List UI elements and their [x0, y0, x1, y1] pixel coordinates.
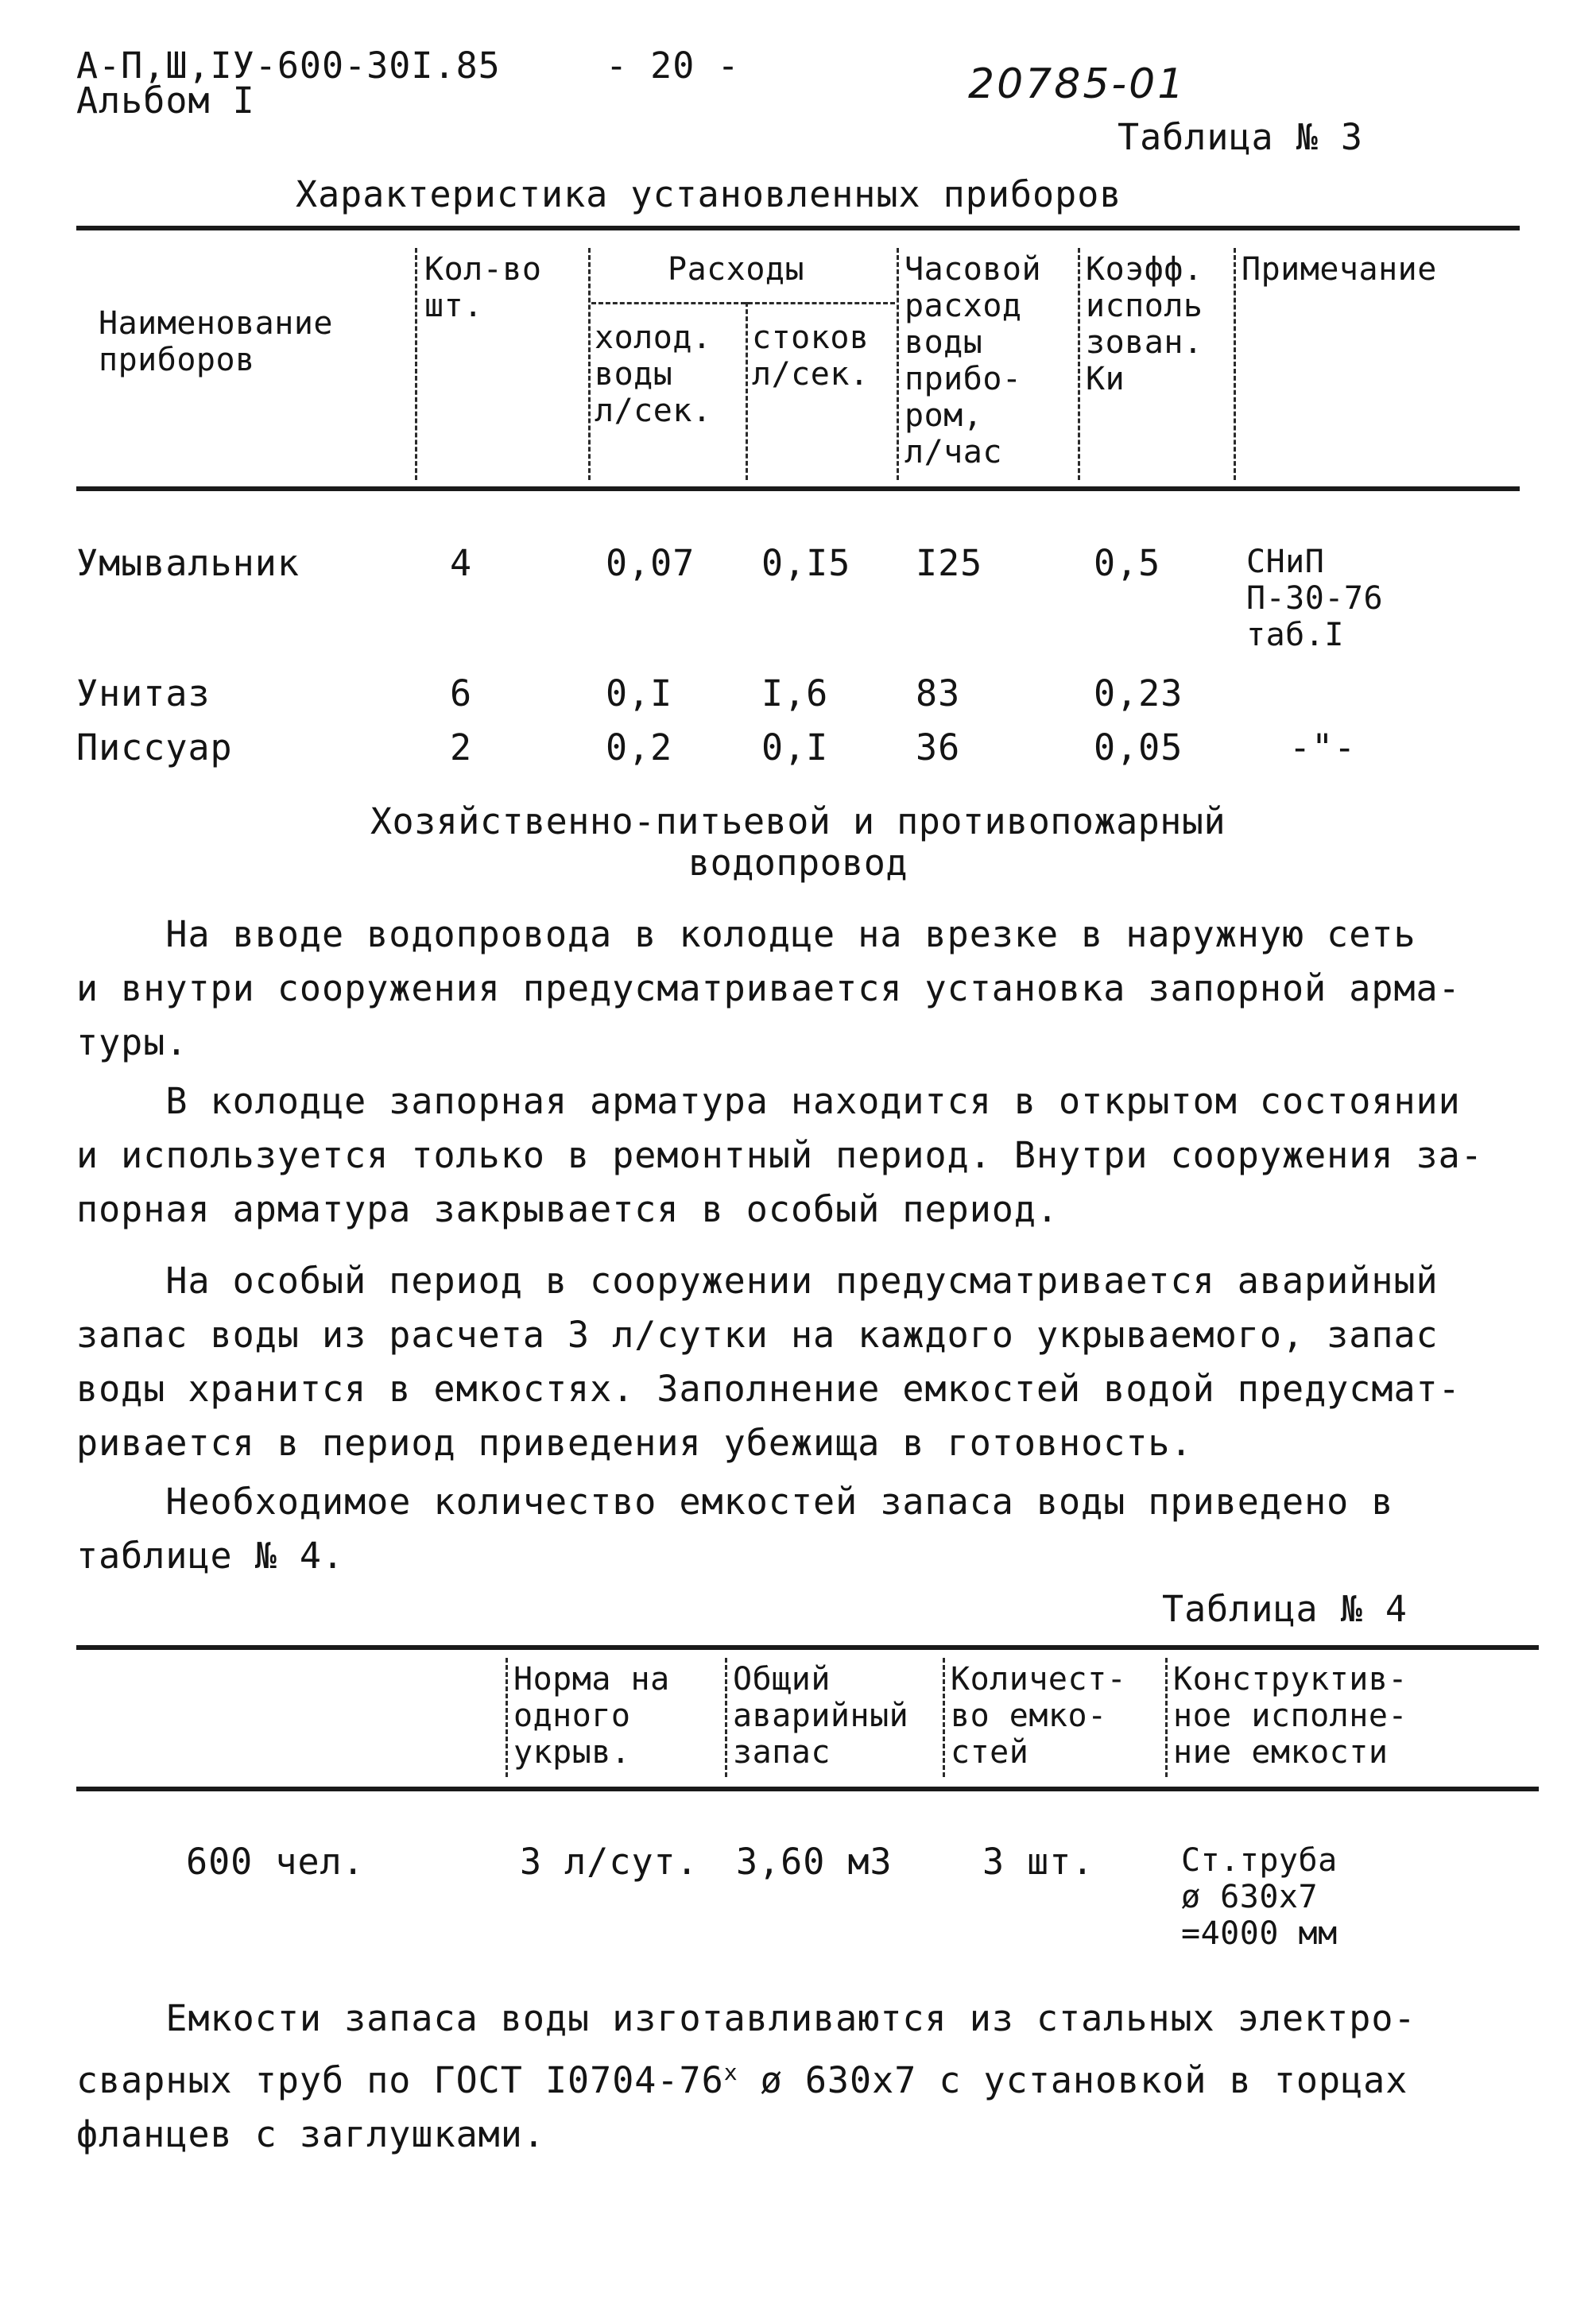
- table-row-name: Умывальник: [76, 542, 300, 584]
- table3-header-note: Примечание: [1242, 251, 1437, 288]
- table-row-sewage: 0,I: [761, 726, 829, 769]
- section-title: Хозяйственно-питьевой и противопожарный водопровод: [370, 800, 1226, 884]
- paragraph-line: Емкости запаса воды изготавливаются из стальных электро-: [76, 1997, 1416, 2039]
- final-paragraph: [76, 1992, 1475, 2162]
- table3-divider: [415, 248, 417, 480]
- page-number: - 20 -: [606, 45, 740, 87]
- table-row-note: -"-: [1289, 726, 1357, 769]
- table4-top-rule: [76, 1645, 1539, 1650]
- table4-divider: [725, 1658, 727, 1777]
- table-row-name: Унитаз: [76, 672, 211, 714]
- table-row-coeff: 0,05: [1094, 726, 1183, 769]
- table3-subheader-rule: [591, 302, 895, 304]
- table3-header-sewage: стоков л/сек.: [752, 319, 870, 393]
- table-row-cold: 0,I: [606, 672, 673, 714]
- album-label: Альбом I: [76, 79, 255, 122]
- table-row-coeff: 0,23: [1094, 672, 1183, 714]
- document-code: А-П,Ш,IУ-600-30I.85: [76, 45, 501, 87]
- table-row-note: СНиП П-30-76 таб.I: [1246, 544, 1384, 653]
- table3-divider: [1078, 248, 1080, 480]
- table4-norm: 3 л/сут.: [520, 1841, 699, 1883]
- paragraph-1: [76, 908, 1475, 1070]
- table-row-sewage: 0,I5: [761, 542, 851, 584]
- pipe-spec: ø 630х7 с установкой в торцах: [738, 2059, 1408, 2101]
- table-row-hourly: 83: [916, 672, 961, 714]
- table-row-cold: 0,2: [606, 726, 673, 769]
- paragraph-line: и внутри сооружения предусматривается установка запорной арма-: [76, 967, 1461, 1009]
- table3-label: Таблица № 3: [1118, 116, 1364, 158]
- table-row-name: Писсуар: [76, 726, 233, 769]
- table4-header-total: Общий аварийный запас: [733, 1661, 909, 1771]
- table4-header-norm: Норма на одного укрыв.: [513, 1661, 670, 1771]
- table4-header-design: Конструктив- ное исполне- ние емкости: [1173, 1661, 1408, 1771]
- paragraph-line: запас воды из расчета 3 л/сутки на каждого укрываемого, запас: [76, 1314, 1439, 1356]
- paragraph-line: [76, 2046, 1475, 2108]
- paragraph-line: таблице № 4.: [76, 1535, 345, 1577]
- paragraph-line: ривается в период приведения убежища в готовность.: [76, 1422, 1193, 1464]
- table3-header-name: Наименование приборов: [99, 305, 333, 378]
- paragraph-line: На особый период в сооружении предусматривается аварийный: [76, 1260, 1439, 1302]
- table3-header-coeff: Коэфф. исполь зован. Ки: [1086, 251, 1203, 397]
- table3-header-hourly: Часовой расход воды прибо- ром, л/час: [905, 251, 1042, 470]
- table4-divider: [506, 1658, 508, 1777]
- table3-divider: [588, 248, 591, 480]
- paragraph-line: В колодце запорная арматура находится в открытом состоянии: [76, 1080, 1461, 1122]
- table-row-qty: 2: [450, 726, 473, 769]
- table3-header-flows: Расходы: [668, 251, 805, 288]
- table3-caption: Характеристика установленных приборов: [296, 173, 1122, 215]
- gost-superscript: х: [723, 2059, 738, 2085]
- table-row-coeff: 0,5: [1094, 542, 1161, 584]
- table3-header-rule: [76, 486, 1520, 491]
- table3-header-cold-water: холод. воды л/сек.: [595, 319, 712, 429]
- table4-total: 3,60 м3: [736, 1841, 893, 1883]
- table4-divider: [943, 1658, 945, 1777]
- table4-design: Ст.труба ø 630х7 =4000 мм: [1181, 1842, 1338, 1952]
- paragraph-line: туры.: [76, 1021, 188, 1063]
- table-row-sewage: I,6: [761, 672, 829, 714]
- table3-divider: [1234, 248, 1236, 480]
- table3-divider: [746, 302, 748, 480]
- paragraph-3: [76, 1254, 1475, 1470]
- table3-divider: [897, 248, 899, 480]
- table-row-hourly: 36: [916, 726, 961, 769]
- paragraph-line: Необходимое количество емкостей запаса воды приведено в: [76, 1481, 1394, 1523]
- table-row-cold: 0,07: [606, 542, 695, 584]
- table4-label: Таблица № 4: [1162, 1588, 1408, 1630]
- paragraph-line: фланцев с заглушками.: [76, 2113, 545, 2155]
- paragraph-2: [76, 1074, 1483, 1237]
- table-row-qty: 6: [450, 672, 473, 714]
- paragraph-4: [76, 1475, 1475, 1583]
- table4-header-rule: [76, 1787, 1539, 1791]
- paragraph-line: и используется только в ремонтный период. Внутри сооружения за-: [76, 1134, 1483, 1176]
- handwritten-number: 20785-01: [968, 60, 1187, 108]
- table4-count: 3 шт.: [982, 1841, 1094, 1883]
- table3-top-rule: [76, 226, 1520, 230]
- gost-reference: сварных труб по ГОСТ I0704-76: [76, 2059, 724, 2101]
- paragraph-line: порная арматура закрывается в особый период.: [76, 1188, 1059, 1230]
- table-row-qty: 4: [450, 542, 473, 584]
- paragraph-line: На вводе водопровода в колодце на врезке в наружную сеть: [76, 913, 1416, 955]
- paragraph-line: воды хранится в емкостях. Заполнение емкостей водой предусмат-: [76, 1368, 1461, 1410]
- table4-header-count: Количест- во емко- стей: [951, 1661, 1127, 1771]
- table3-header-qty: Кол-во шт.: [424, 251, 542, 324]
- table-row-hourly: I25: [916, 542, 983, 584]
- table4-people: 600 чел.: [186, 1841, 365, 1883]
- table4-divider: [1165, 1658, 1168, 1777]
